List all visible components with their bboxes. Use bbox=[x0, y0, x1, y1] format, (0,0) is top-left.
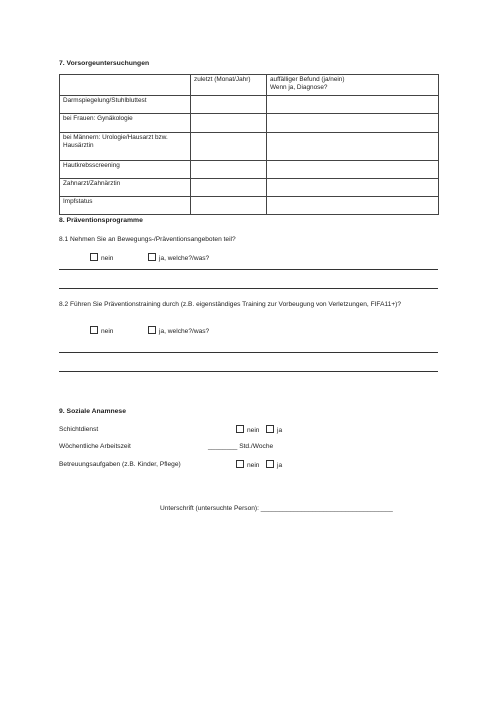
header-cell-last: zuletzt (Monat/Jahr) bbox=[191, 75, 267, 96]
care-yes-checkbox[interactable] bbox=[266, 460, 274, 468]
weekly-hours-unit: Std./Woche bbox=[239, 443, 274, 450]
question-8-2: 8.2 Führen Sie Präventionstraining durch (z.B. eigenständiges Training zur Vorbeugung von Verletzungen, FIFA11+)? bbox=[59, 301, 402, 308]
q2-yes-label: ja, welche?/was? bbox=[159, 328, 210, 335]
q2-no-option[interactable] bbox=[90, 326, 113, 335]
q1-yes-option[interactable] bbox=[148, 253, 209, 262]
answer-line[interactable] bbox=[59, 352, 438, 353]
q2-no-checkbox[interactable] bbox=[90, 326, 98, 334]
preventive-checkups-table bbox=[59, 74, 439, 215]
shift-no-option[interactable] bbox=[236, 425, 259, 434]
finding-cell[interactable] bbox=[267, 179, 439, 197]
last-date-cell[interactable] bbox=[191, 197, 267, 215]
shift-yes-checkbox[interactable] bbox=[266, 425, 274, 433]
section-9-heading: 9. Soziale Anamnese bbox=[59, 408, 126, 415]
header-cell-empty bbox=[60, 75, 191, 96]
shift-no-checkbox[interactable] bbox=[236, 425, 244, 433]
section-8-heading: 8. Präventionsprogramme bbox=[59, 217, 143, 224]
table-row bbox=[60, 179, 439, 197]
weekly-hours-blank[interactable]: ________ bbox=[208, 443, 238, 450]
finding-cell[interactable] bbox=[267, 161, 439, 179]
q1-no-option[interactable] bbox=[90, 253, 113, 262]
header-cell-finding bbox=[267, 75, 439, 96]
care-yes-option[interactable] bbox=[266, 460, 282, 469]
q1-yes-label: ja, welche?/was? bbox=[159, 255, 210, 262]
last-date-cell[interactable] bbox=[191, 161, 267, 179]
finding-cell[interactable] bbox=[267, 197, 439, 215]
finding-cell[interactable] bbox=[267, 133, 439, 161]
q2-no-label: nein bbox=[101, 328, 114, 335]
care-no-label: nein bbox=[247, 462, 260, 469]
weekly-hours-field[interactable] bbox=[208, 443, 273, 450]
header-finding-line1: auffälliger Befund (ja/nein) bbox=[270, 76, 345, 83]
q1-no-checkbox[interactable] bbox=[90, 253, 98, 261]
row-label: Darmspiegelung/Stuhlbluttest bbox=[60, 96, 191, 114]
row-label: Impfstatus bbox=[60, 197, 191, 215]
table-row bbox=[60, 133, 439, 161]
answer-line[interactable] bbox=[59, 288, 438, 289]
care-no-checkbox[interactable] bbox=[236, 460, 244, 468]
last-date-cell[interactable] bbox=[191, 96, 267, 114]
weekly-hours-label: Wöchentliche Arbeitszeit bbox=[59, 443, 131, 450]
q2-yes-option[interactable] bbox=[148, 326, 209, 335]
finding-cell[interactable] bbox=[267, 96, 439, 114]
care-no-option[interactable] bbox=[236, 460, 259, 469]
finding-cell[interactable] bbox=[267, 114, 439, 133]
q2-yes-checkbox[interactable] bbox=[148, 326, 156, 334]
care-duties-label: Betreuungsaufgaben (z.B. Kinder, Pflege) bbox=[59, 461, 181, 468]
row-label: Zahnarzt/Zahnärztin bbox=[60, 179, 191, 197]
signature-field[interactable] bbox=[160, 505, 393, 512]
row-label: Hautkrebsscreening bbox=[60, 161, 191, 179]
shift-work-label: Schichtdienst bbox=[59, 426, 99, 433]
answer-line[interactable] bbox=[59, 371, 438, 372]
shift-no-label: nein bbox=[247, 427, 260, 434]
signature-line[interactable]: ____________________________________ bbox=[260, 505, 393, 512]
table-row bbox=[60, 197, 439, 215]
signature-label: Unterschrift (untersuchte Person): bbox=[160, 505, 259, 512]
table-row bbox=[60, 161, 439, 179]
last-date-cell[interactable] bbox=[191, 179, 267, 197]
last-date-cell[interactable] bbox=[191, 133, 267, 161]
last-date-cell[interactable] bbox=[191, 114, 267, 133]
q1-yes-checkbox[interactable] bbox=[148, 253, 156, 261]
shift-yes-label: ja bbox=[277, 427, 283, 434]
header-finding-line2: Wenn ja, Diagnose? bbox=[270, 84, 328, 91]
row-label: bei Frauen: Gynäkologie bbox=[60, 114, 191, 133]
answer-line[interactable] bbox=[59, 269, 438, 270]
question-8-1: 8.1 Nehmen Sie an Bewegungs-/Präventionsangeboten teil? bbox=[59, 236, 236, 243]
care-yes-label: ja bbox=[277, 462, 283, 469]
section-7-heading: 7. Vorsorgeuntersuchungen bbox=[59, 60, 150, 67]
table-row bbox=[60, 114, 439, 133]
row-label: bei Männern: Urologie/Hausarzt bzw. Hausärztin bbox=[60, 133, 191, 161]
table-header-row bbox=[60, 75, 439, 96]
shift-yes-option[interactable] bbox=[266, 425, 282, 434]
q1-no-label: nein bbox=[101, 255, 114, 262]
table-row bbox=[60, 96, 439, 114]
